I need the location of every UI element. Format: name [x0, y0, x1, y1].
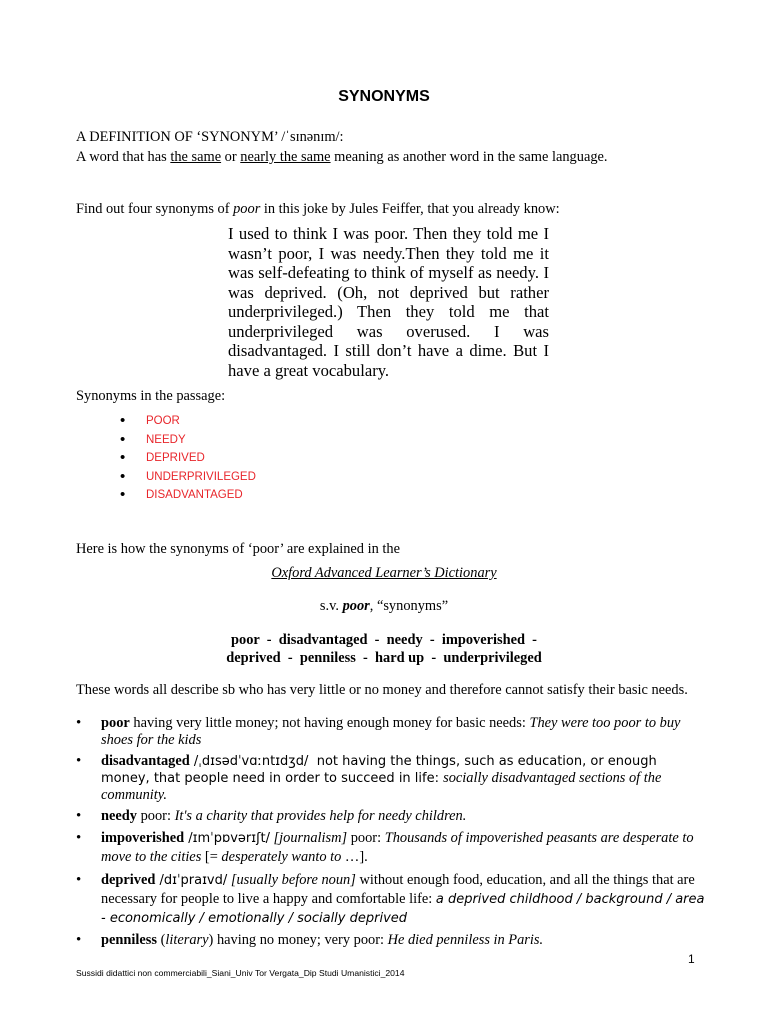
def-needy: • needy poor: It's a charity that provides help for needy children.: [76, 808, 706, 825]
list-item: • DEPRIVED: [120, 449, 256, 468]
def-deprived: • deprived /dɪˈpraɪvd/ [usually before noun] without enough food, education, and all the things that are necessary for people to live a happy and comfortable life: a deprived childhood / background / area - economically / emotionally / socially deprived: [76, 871, 706, 928]
word-list-line-2: deprived - penniless - hard up - underprivileged: [226, 650, 542, 666]
word-list-line-1: poor - disadvantaged - needy - impoverished -: [231, 632, 537, 648]
page-number: 1: [688, 952, 695, 966]
def-penniless: • penniless (literary) having no money; very poor: He died penniless in Paris.: [76, 932, 706, 949]
definitions-list: [76, 715, 706, 953]
def-impoverished: • impoverished /ɪmˈpɒvərɪʃt/ [journalism] poor: Thousands of impoverished peasants are desperate to move to the cities [= desperately wanto to …].: [76, 829, 706, 867]
footer: Sussidi didattici non commerciabili_Siani_Univ Tor Vergata_Dip Studi Umanistici_2014: [76, 968, 405, 978]
explained-intro: Here is how the synonyms of ‘poor’ are explained in the: [76, 541, 400, 557]
sv-reference: s.v. poor, “synonyms”: [319, 598, 449, 614]
synonyms-heading: Synonyms in the passage:: [76, 388, 226, 404]
list-item: • DISADVANTAGED: [120, 486, 256, 505]
task-instruction: Find out four synonyms of poor in this joke by Jules Feiffer, that you already know:: [76, 201, 560, 217]
definition-heading: A DEFINITION OF ‘SYNONYM’ /ˈsɪnənɪm/:: [76, 129, 344, 145]
joke-passage: I used to think I was poor. Then they told me I wasn’t poor, I was needy.Then they told me it was self-defeating to think of myself as needy. I was deprived. (Oh, not deprived but rather underprivileged.) Then they told me that underprivileged was overused. I was disadvantaged. I still don’t have a dime. But I have a great vocabulary.: [228, 224, 549, 380]
def-poor: • poor having very little money; not having enough money for basic needs: They were too poor to buy shoes for the kids: [76, 715, 706, 749]
list-item: • UNDERPRIVILEGED: [120, 468, 256, 487]
definition-text: A word that has the same or nearly the same meaning as another word in the same language.: [76, 149, 608, 165]
page-title: SYNONYMS: [338, 88, 430, 105]
def-disadvantaged: • disadvantaged /ˌdɪsədˈvɑːntɪdʒd/ not having the things, such as education, or enough money, that people need in order to succeed in life: socially disadvantaged sections of the community.: [76, 753, 706, 804]
synonyms-list: [120, 412, 256, 505]
dictionary-title: Oxford Advanced Learner’s Dictionary: [271, 565, 497, 581]
list-item: • NEEDY: [120, 431, 256, 450]
description: These words all describe sb who has very little or no money and therefore cannot satisfy their basic needs.: [76, 682, 688, 698]
list-item: • POOR: [120, 412, 256, 431]
